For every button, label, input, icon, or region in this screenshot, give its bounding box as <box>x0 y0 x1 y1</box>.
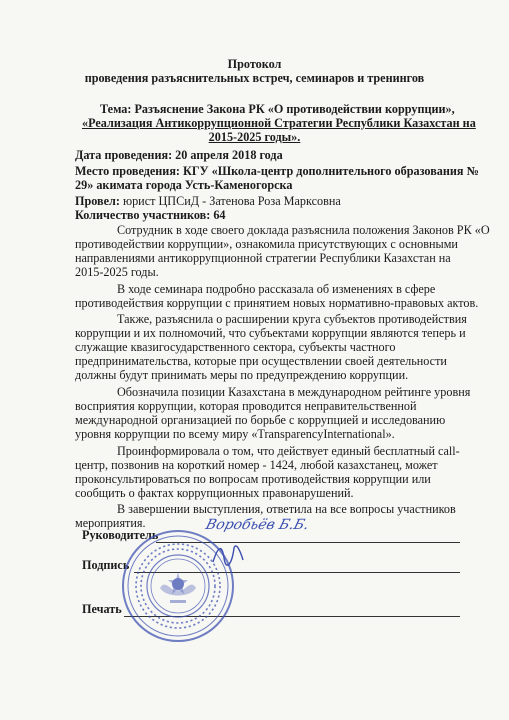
meeting-date: Дата проведения: 20 апреля 2018 года <box>75 148 283 162</box>
round-seal-icon <box>120 528 236 644</box>
p1-line: противодействии коррупции», ознакомила присутствующих с основными <box>75 237 458 251</box>
p5-line: центр, позвонив на короткий номер - 1424, любой казахстанец, может <box>75 458 438 472</box>
conducted-label: Провел: <box>75 194 120 208</box>
p5-line: сообщить о фактах коррупционных правонарушений. <box>75 486 354 500</box>
theme-line-1: Тема: Разъяснение Закона РК «О противодействии коррупции», <box>100 102 455 116</box>
head-handwritten-signature: Воробьёв Б.Б. <box>203 517 311 533</box>
p3-line: служащие квазигосударственного сектора, субъекты частного <box>75 340 396 354</box>
p1-line: 2015-2025 годы. <box>75 265 159 279</box>
head-label: Руководитель <box>82 528 159 542</box>
p3-line: коррупции и их полномочий, что субъектами коррупции являются теперь и <box>75 326 466 340</box>
p4-line: восприятия коррупции, которая проводится неправительственной <box>75 399 417 413</box>
theme-line-3: 2015-2025 годы». <box>208 130 301 144</box>
doc-title: Протокол <box>227 57 282 71</box>
theme-line-2: «Реализация Антикоррупционной Стратегии Республики Казахстан на <box>82 116 476 130</box>
doc-subtitle: проведения разъяснительных встреч, семинаров и тренингов <box>84 71 425 85</box>
sign-label: Подпись <box>82 558 130 572</box>
p4-line: международной организацией по борьбе с коррупцией и исследованию <box>75 413 446 427</box>
conducted-value: юрист ЦПСиД - Затенова Роза Марксовна <box>119 194 341 208</box>
participants-count: Количество участников: 64 <box>75 208 226 222</box>
p3-line: должны будут принимать меры по предупреждению коррупции. <box>75 368 409 382</box>
p1-line: Сотрудник в ходе своего доклада разъяснила положения Законов РК «О <box>117 223 490 237</box>
p6-line: мероприятия. <box>75 516 146 530</box>
p3-line: предпринимательства, которые при осуществлении своей деятельности <box>75 354 447 368</box>
p4-line: Обозначила позиции Казахстана в международном рейтинге уровня <box>117 385 471 399</box>
p5-line: проконсультироваться по вопросам противодействия коррупции или <box>75 472 431 486</box>
p3-line: Также, разъяснила о расширении круга субъектов противодействия <box>117 312 467 326</box>
p2-line: противодействия коррупции с принятием новых нормативно-правовых актов. <box>75 296 479 310</box>
p2-line: В ходе семинара подробно рассказала об изменениях в сфере <box>117 282 436 296</box>
p5-line: Проинформировала о том, что действует единый бесплатный call- <box>117 444 460 458</box>
p4-line: уровня коррупции по всему миру «TransparencyInternational». <box>75 427 395 441</box>
place-line-2: 29» акимата города Усть-Каменогорска <box>75 178 293 192</box>
p6-line: В завершении выступления, ответила на все вопросы участников <box>117 502 456 516</box>
stamp-label: Печать <box>82 602 122 616</box>
p1-line: направлениями антикоррупционной стратегии Республики Казахстан на <box>75 251 451 265</box>
place-line-1: Место проведения: КГУ «Школа-центр дополнительного образования № <box>75 164 479 178</box>
conducted-by <box>75 194 341 208</box>
